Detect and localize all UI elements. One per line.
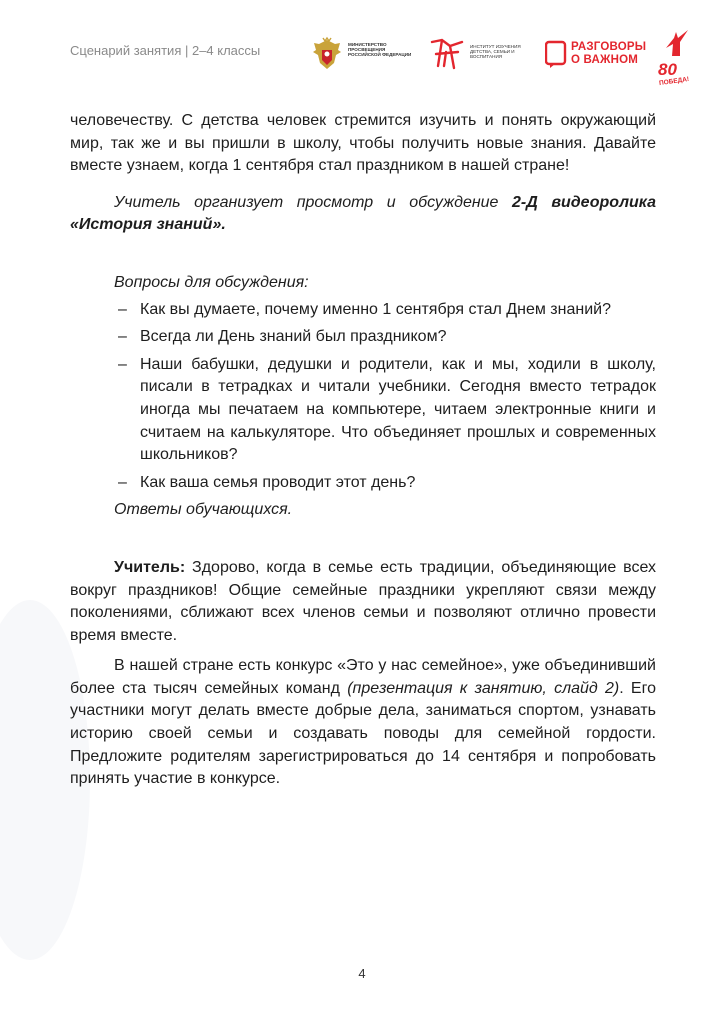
questions-heading: Вопросы для обсуждения: <box>114 273 309 291</box>
ministry-logo-text: МИНИСТЕРСТВО ПРОСВЕЩЕНИЯ РОССИЙСКОЙ ФЕДЕРАЦИИ <box>348 42 412 58</box>
questions-list <box>70 299 656 495</box>
page-content <box>70 110 656 791</box>
razgovory-line-2: О ВАЖНОМ <box>571 54 639 66</box>
victory-80-logo <box>658 28 694 92</box>
video-title: 2-Д видеоролика «История знаний». <box>70 193 656 234</box>
institute-logo <box>428 36 538 76</box>
question-text: Как ваша семья проводит этот день? <box>140 473 416 491</box>
list-item <box>70 326 656 349</box>
teacher-label: Учитель: <box>114 558 186 576</box>
contest-text-2: . Его участники могут делать вместе добрые дела, заниматься спортом, узнавать историю своей семьи и создавать поводы для семейной гордости. Предложите родителям зарегистрироваться до 14 сентября и попробовать принять участие в конкурсе. <box>70 679 656 788</box>
contest-reference: (презентация к занятию, слайд 2) <box>347 679 620 697</box>
speech-bubble-icon <box>545 40 567 68</box>
ministry-logo <box>310 36 420 76</box>
victory-word: ПОБЕДА! <box>658 75 690 88</box>
answers-note: Ответы обучающихся. <box>114 501 293 519</box>
list-dash: – <box>118 355 127 373</box>
institute-logo-text: ИНСТИТУТ ИЗУЧЕНИЯ ДЕТСТВА, СЕМЬИ И ВОСПИТАНИЯ <box>470 44 521 60</box>
list-dash: – <box>118 300 127 318</box>
video-instruction-prefix: Учитель организует просмотр и обсуждение <box>114 193 512 211</box>
razgovory-line-1: РАЗГОВОРЫ <box>571 41 647 53</box>
contest-paragraph <box>70 655 656 791</box>
question-text: Наши бабушки, дедушки и родители, как и мы, ходили в школу, писали в тетрадках и читали учебники. Сегодня вместо тетрадок иногда мы печатаем на компьютере, читаем электронные книги и считаем на калькуляторе. Что объединяет прошлых и современных школьников? <box>140 355 656 464</box>
teacher-text: Здорово, когда в семье есть традиции, объединяющие всех вокруг праздников! Общие семейные праздники укрепляют связи между поколениями, сближают всех членов семьи и позволяют отлично провести время вместе. <box>70 558 656 644</box>
page-header <box>70 28 694 88</box>
list-item <box>70 299 656 322</box>
contest-text-1: В нашей стране есть конкурс «Это у нас семейное», уже объединивший более ста тысяч семейных команд <box>70 657 656 697</box>
razgovory-logo-text <box>571 41 646 67</box>
razgovory-logo <box>545 40 645 72</box>
list-dash: – <box>118 473 127 491</box>
video-instruction <box>70 192 656 237</box>
list-item <box>70 472 656 495</box>
motherland-monument-icon <box>658 28 694 64</box>
question-text: Как вы думаете, почему именно 1 сентября стал Днем знаний? <box>140 300 611 318</box>
victory-number: 80 <box>658 60 677 79</box>
page-number: 4 <box>358 966 366 981</box>
scenario-title: Сценарий занятия | 2–4 классы <box>70 43 261 58</box>
list-dash: – <box>118 328 127 346</box>
intro-paragraph: человечеству. С детства человек стремится изучить и понять окружающий мир, так же и вы пришли в школу, чтобы получить новые знания. Давайте вместе узнаем, когда 1 сентября стал праздником в нашей стране! <box>70 112 656 175</box>
eagle-emblem-icon <box>310 36 344 76</box>
list-item <box>70 354 656 467</box>
question-text: Всегда ли День знаний был праздником? <box>140 328 447 346</box>
teacher-paragraph <box>70 557 656 647</box>
institute-mark-icon <box>428 36 466 72</box>
